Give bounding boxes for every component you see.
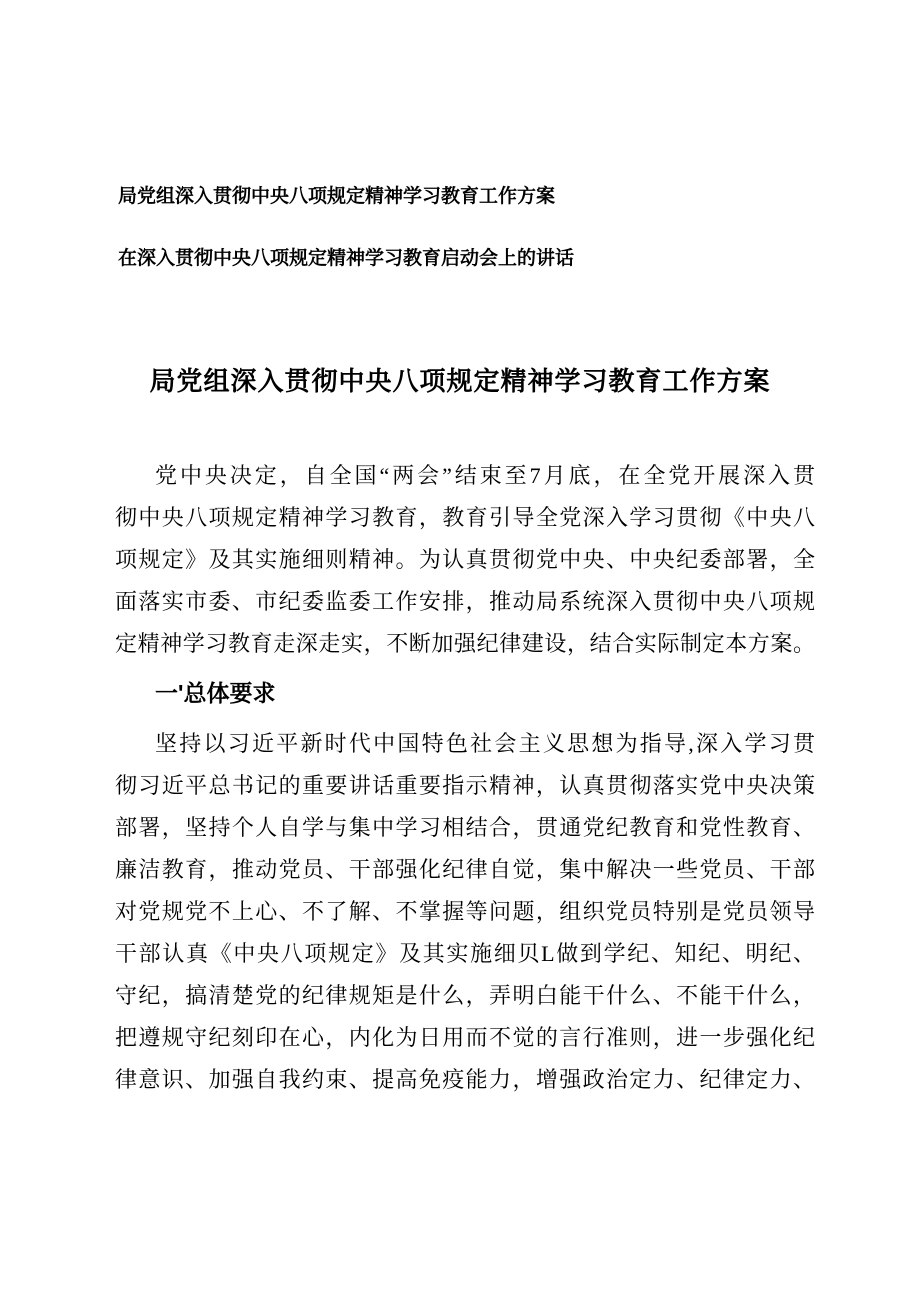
paragraph-2: [115, 723, 815, 1101]
paragraph-1-line: 项规定》及其实施细则精神。为认真贯彻党中央、中央纪委部署，全: [115, 547, 815, 572]
header-line-2: 在深入贯彻中央八项规定精神学习教育启动会上的讲话: [118, 248, 575, 269]
paragraph-2-line: 把遵规守纪刻印在心，内化为日用而不觉的言行准则，进一步强化纪: [115, 1025, 815, 1050]
document-title: 局党组深入贯彻中央八项规定精神学习教育工作方案: [149, 366, 771, 396]
section-heading-overall-requirements: 一'总体要求: [155, 680, 276, 706]
paragraph-2-line: 对党规党不上心、不了解、不掌握等问题，组织党员特别是党员领导: [115, 899, 815, 924]
paragraph-2-line: 守纪，搞清楚党的纪律规矩是什么，弄明白能干什么、不能干什么，: [115, 983, 815, 1008]
paragraph-1-line: 党中央决定，自全国“两会”结束至7月底，在全党开展深入贯: [155, 463, 815, 488]
paragraph-1-line: 面落实市委、市纪委监委工作安排，推动局系统深入贯彻中央八项规: [115, 589, 815, 614]
paragraph-1: [115, 455, 815, 665]
document-header: [118, 184, 818, 272]
header-line-1: 局党组深入贯彻中央八项规定精神学习教育工作方案: [118, 186, 556, 207]
paragraph-2-line: 干部认真《中央八项规定》及其实施细贝L做到学纪、知纪、明纪、: [115, 941, 815, 966]
paragraph-2-line: 律意识、加强自我约束、提高免疫能力，增强政治定力、纪律定力、: [115, 1067, 815, 1092]
paragraph-1-line: 彻中央八项规定精神学习教育，教育引导全党深入学习贯彻《中央八: [115, 505, 815, 530]
paragraph-2-line: 彻习近平总书记的重要讲话重要指示精神，认真贯彻落实党中央决策: [115, 773, 815, 798]
paragraph-2-line: 部署，坚持个人自学与集中学习相结合，贯通党纪教育和党性教育、: [115, 815, 815, 840]
paragraph-2-line: 廉洁教育，推动党员、干部强化纪律自觉，集中解决一些党员、干部: [115, 857, 815, 882]
paragraph-2-line: 坚持以习近平新时代中国特色社会主义思想为指导,深入学习贯: [155, 731, 815, 756]
paragraph-1-line: 定精神学习教育走深走实，不断加强纪律建设，结合实际制定本方案。: [115, 631, 815, 656]
